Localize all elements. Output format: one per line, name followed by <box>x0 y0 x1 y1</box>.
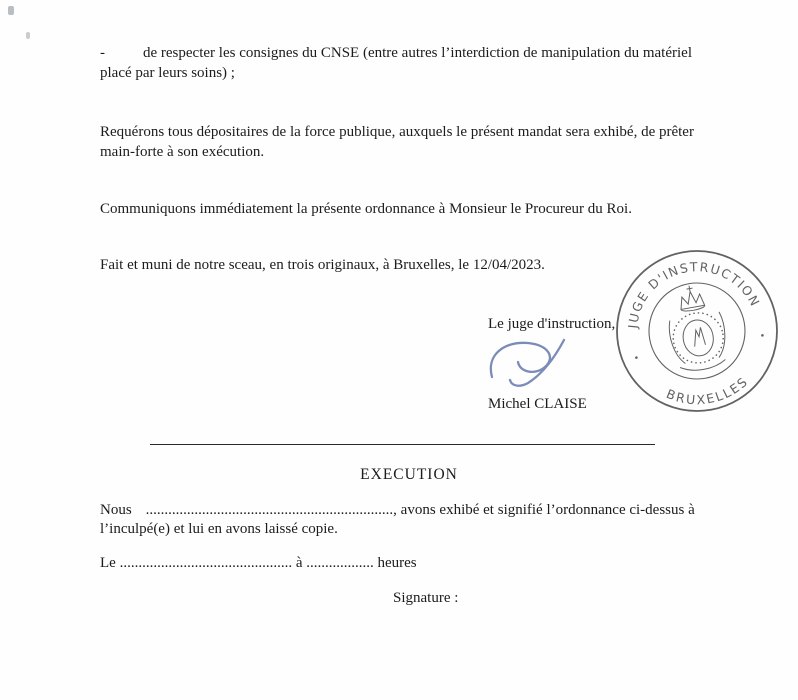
signer-role: Le juge d'instruction, <box>488 316 616 332</box>
execution-line1-prefix: Nous <box>100 501 132 518</box>
stamp-separator-left: • <box>633 353 641 365</box>
execution-line2-mid: à <box>295 554 303 571</box>
signer-name: Michel CLAISE <box>488 395 587 412</box>
execution-line2-prefix: Le <box>100 554 116 571</box>
judicial-stamp <box>612 246 782 416</box>
handwritten-signature-icon <box>482 337 586 391</box>
dotted-leader: .................. <box>306 554 374 571</box>
scan-artifact <box>26 32 30 39</box>
clause-closing: Fait et muni de notre sceau, en trois originaux, à Bruxelles, le 12/04/2023. <box>100 256 545 273</box>
execution-line2-suffix: heures <box>377 554 417 571</box>
stamp-separator-right: • <box>759 331 767 343</box>
clause-communication: Communiquons immédiatement la présente ordonnance à Monsieur le Procureur du Roi. <box>100 201 632 217</box>
execution-line1 <box>100 501 718 540</box>
stamp-bottom-text: BRUXELLES <box>664 373 752 408</box>
execution-heading: EXECUTION <box>360 466 458 483</box>
section-divider <box>150 444 655 445</box>
clause-respect-text: de respecter les consignes du CNSE (entre autres l’interdiction de manipulation du matériel placé par leurs soins) ; <box>100 45 692 81</box>
stamp-top-text: JUGE D'INSTRUCTION <box>625 259 764 330</box>
execution-line1-suffix: , avons exhibé et signifié l’ordonnance ci-dessus à l’inculpé(e) et lui en avons laissé copie. <box>100 501 695 537</box>
scan-artifact <box>8 6 14 15</box>
dotted-leader: .............................................. <box>119 554 293 571</box>
clause-requisition: Requérons tous dépositaires de la force publique, auxquels le présent mandat sera exhibé, de prêter main-forte à son exécution. <box>100 124 694 160</box>
coat-of-arms-icon <box>662 281 731 374</box>
clause-respect <box>100 44 718 83</box>
bullet-dash: - <box>100 45 105 61</box>
dotted-leader: .................................................................. <box>145 501 394 518</box>
signature-label: Signature : <box>393 590 459 606</box>
execution-line2 <box>100 554 718 574</box>
